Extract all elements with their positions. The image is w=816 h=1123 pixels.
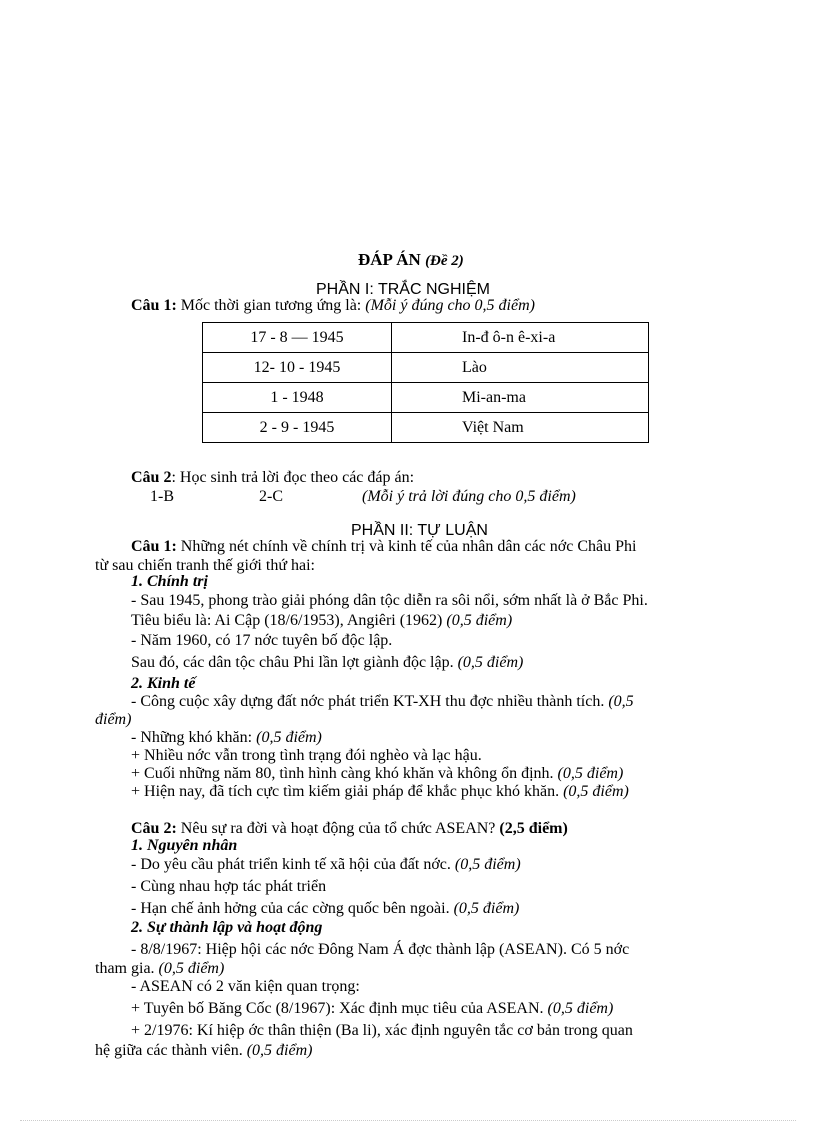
founding-line-2-note: (0,5 điểm) — [158, 960, 225, 977]
cause-line-3-text: - Hạn chế ảnh hởng của các cờng quốc bên ngoài. — [131, 900, 454, 917]
part1-q1 — [131, 296, 535, 316]
cause-line-1-note: (0,5 điểm) — [454, 856, 521, 873]
table-row — [203, 323, 649, 353]
founding-line-1: - 8/8/1967: Hiệp hội các nớc Đông Nam Á đợc thành lập (ASEAN). Có 5 nớc — [131, 941, 630, 958]
economy-line-2 — [131, 728, 322, 748]
part2-heading: PHẦN II: TỰ LUẬN — [351, 522, 488, 539]
q2-text: : Học sinh trả lời đọc theo các đáp án: — [171, 469, 415, 486]
table-cell-country: In-đ ô-n ê-xi-a — [392, 323, 649, 353]
cause-line-1 — [131, 855, 521, 875]
table-row — [203, 413, 649, 443]
title-text: ĐÁP ÁN — [358, 250, 421, 269]
economy-line-4-text: + Cuối những năm 80, tình hình càng khó khăn và không ổn định. — [131, 765, 558, 782]
q1-note: (Mỗi ý đúng cho 0,5 điểm) — [365, 297, 535, 314]
politics-line-2-note: (0,5 điểm) — [446, 612, 513, 629]
cause-line-2: - Cùng nhau hợp tác phát triển — [131, 878, 327, 895]
politics-line-4-text: Sau đó, các dân tộc châu Phi lần lợt giành độc lập. — [131, 654, 458, 671]
politics-line-2 — [131, 611, 512, 631]
section-cause-heading: 1. Nguyên nhân — [131, 837, 238, 854]
founding-line-3: - ASEAN có 2 văn kiện quan trọng: — [131, 978, 360, 995]
table-cell-date: 12- 10 - 1945 — [203, 353, 392, 383]
cause-line-3-note: (0,5 điểm) — [453, 900, 520, 917]
table-row — [203, 383, 649, 413]
table-cell-country: Việt Nam — [392, 413, 649, 443]
q1-label: Câu 1: — [131, 297, 177, 314]
q2-answer-b: 2-C — [259, 488, 283, 505]
founding-line-4-note: (0,5 điểm) — [547, 1000, 614, 1017]
politics-line-2-text: Tiêu biểu là: Ai Cập (18/6/1953), Angiêri (1962) — [131, 612, 447, 629]
founding-line-2-text: tham gia. — [95, 960, 159, 977]
politics-line-4-note: (0,5 điểm) — [457, 654, 524, 671]
table-row — [203, 353, 649, 383]
q2-note: (Mỗi ý trả lời đúng cho 0,5 điểm) — [362, 488, 576, 505]
p2q2-text: Nêu sự ra đời và hoạt động của tổ chức ASEAN? — [176, 820, 500, 837]
politics-line-1: - Sau 1945, phong trào giải phóng dân tộc diễn ra sôi nổi, sớm nhất là ở Bắc Phi. — [131, 592, 648, 609]
p2q1-label: Câu 1: — [131, 538, 177, 555]
economy-line-4-note: (0,5 điểm) — [557, 765, 624, 782]
answer-table — [202, 322, 649, 443]
q1-text: Mốc thời gian tương ứng là: — [176, 297, 366, 314]
part1-heading: PHẦN I: TRẮC NGHIỆM — [316, 281, 490, 298]
economy-line-1-note: (0,5 — [608, 693, 634, 710]
economy-line-4 — [131, 764, 623, 784]
q2-answer-a: 1-B — [150, 488, 174, 505]
founding-line-4-text: + Tuyên bố Băng Cốc (8/1967): Xác định mục tiêu của ASEAN. — [131, 1000, 548, 1017]
founding-line-5: + 2/1976: Kí hiệp ớc thân thiện (Ba li), xác định nguyên tắc cơ bản trong quan — [131, 1022, 633, 1039]
page-bottom-divider — [20, 1120, 796, 1121]
p2q1-text: Những nét chính về chính trị và kinh tế của nhân dân các nớc Châu Phi — [176, 538, 637, 555]
table-cell-date: 17 - 8 — 1945 — [203, 323, 392, 353]
p2q2-points: (2,5 điểm) — [499, 820, 568, 837]
p2q2-label: Câu 2: — [131, 820, 177, 837]
economy-line-2-text: - Những khó khăn: — [131, 729, 257, 746]
economy-line-2-note: (0,5 điểm) — [256, 729, 322, 746]
p2q1-text-cont: từ sau chiến tranh thế giới thứ hai: — [95, 557, 315, 574]
founding-line-6-text: hệ giữa các thành viên. — [95, 1042, 247, 1059]
table-cell-country: Lào — [392, 353, 649, 383]
table-cell-date: 1 - 1948 — [203, 383, 392, 413]
economy-line-5 — [131, 782, 629, 802]
economy-line-5-text: + Hiện nay, đã tích cực tìm kiếm giải pháp để khắc phục khó khăn. — [131, 783, 564, 800]
economy-line-1-text: - Công cuộc xây dựng đất nớc phát triển KT-XH thu đợc nhiều thành tích. — [131, 693, 609, 710]
table-cell-country: Mi-an-ma — [392, 383, 649, 413]
section-economy-heading: 2. Kinh tế — [131, 675, 196, 692]
economy-line-3: + Nhiều nớc vẫn trong tình trạng đói nghèo và lạc hậu. — [131, 747, 482, 764]
founding-line-6-note: (0,5 điểm) — [246, 1042, 313, 1059]
answer-title — [358, 250, 464, 271]
founding-line-4 — [131, 999, 613, 1019]
part2-q1 — [131, 537, 636, 557]
politics-line-4 — [131, 653, 523, 673]
section-politics-heading: 1. Chính trị — [131, 573, 208, 590]
title-note: (Đề 2) — [425, 253, 464, 269]
economy-line-5-note: (0,5 điểm) — [563, 783, 629, 800]
economy-line-1 — [131, 692, 634, 712]
table-cell-date: 2 - 9 - 1945 — [203, 413, 392, 443]
cause-line-1-text: - Do yêu cầu phát triển kinh tế xã hội của đất nớc. — [131, 856, 455, 873]
founding-line-6 — [95, 1041, 312, 1061]
q2-label: Câu 2 — [131, 469, 172, 486]
cause-line-3 — [131, 899, 519, 919]
politics-line-3: - Năm 1960, có 17 nớc tuyên bố độc lập. — [131, 632, 393, 649]
section-founding-heading: 2. Sự thành lập và hoạt động — [131, 919, 323, 936]
part1-q2 — [131, 468, 414, 488]
economy-line-1-cont: điểm) — [95, 711, 132, 728]
founding-line-2 — [95, 959, 224, 979]
